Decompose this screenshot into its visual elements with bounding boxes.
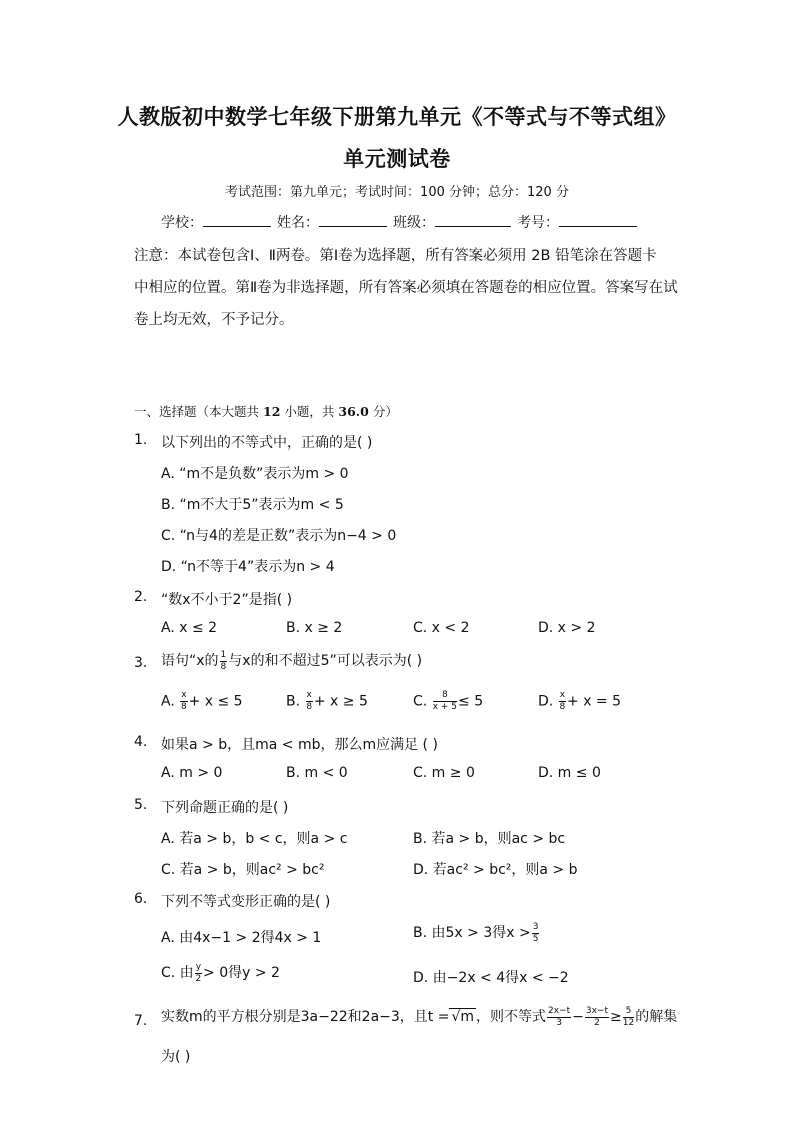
q3-text-a: 语句“x的 [161, 653, 219, 669]
question-5-text: 下列命题正确的是( ) [161, 800, 289, 816]
q2-option-b[interactable]: B. x ≥ 2 [286, 620, 343, 636]
option-rest: + x = 5 [567, 693, 622, 710]
q4-option-c[interactable]: C. m ≥ 0 [413, 765, 475, 781]
frac-num: y [195, 961, 202, 972]
name-label: 姓名： [277, 215, 319, 231]
section-heading [134, 402, 398, 420]
number-blank[interactable] [559, 212, 637, 227]
option-label: A. [161, 693, 175, 710]
section-count: 12 [263, 404, 281, 419]
frac-num: 8 [433, 691, 457, 702]
question-7-text [161, 1006, 677, 1028]
q3-text-b: 与x的和不超过5”可以表示为( ) [228, 653, 423, 669]
option-label: B. [286, 693, 301, 710]
q7-fraction-1 [547, 1007, 571, 1028]
q6-option-a[interactable]: A. 由4x−1 > 2得4x > 1 [161, 930, 322, 946]
question-7-number: 7. [134, 1013, 148, 1029]
frac-den: 8 [181, 702, 187, 712]
question-1-text: 以下列出的不等式中，正确的是( ) [161, 435, 373, 451]
q1-option-c[interactable]: C. “n与4的差是正数”表示为n−4 > 0 [161, 528, 397, 544]
name-blank[interactable] [319, 212, 387, 227]
q6-option-d[interactable]: D. 由−2x < 4得x < −2 [413, 970, 569, 986]
q6-option-c[interactable] [161, 962, 280, 984]
q1-option-b[interactable]: B. “m不大于5”表示为m < 5 [161, 497, 344, 513]
question-6-number: 6. [134, 891, 148, 907]
student-info-row [161, 212, 643, 232]
notice-line-3: 卷上均无效，不予记分。 [134, 312, 294, 328]
number-label: 考号： [517, 215, 559, 231]
section-mid: 小题，共 [284, 404, 335, 419]
option-fraction [180, 691, 187, 712]
q7-ge: ≥ [610, 1009, 622, 1025]
option-text: C. 由 [161, 965, 194, 981]
frac-den: 5 [532, 933, 539, 944]
q5-option-b[interactable]: B. 若a > b，则ac > bc [413, 831, 566, 847]
q4-option-a[interactable]: A. m > 0 [161, 765, 223, 781]
question-5-number: 5. [134, 797, 148, 813]
frac-num: 3 [532, 921, 539, 932]
frac-num: 2x−t [548, 1005, 571, 1016]
option-text-post: > 0得y > 2 [203, 965, 280, 981]
q5-option-a[interactable]: A. 若a > b，b < c，则a > c [161, 831, 348, 847]
frac-den: 12 [622, 1017, 635, 1028]
option-text: B. 由5x > 3得x > [413, 925, 531, 941]
question-1-number: 1. [134, 432, 148, 448]
q2-option-a[interactable]: A. x ≤ 2 [161, 620, 218, 636]
section-prefix: 一、选择题（本大题共 [134, 404, 260, 419]
section-score: 36.0 [338, 404, 369, 419]
q2-option-c[interactable]: C. x < 2 [413, 620, 470, 636]
q5-option-d[interactable]: D. 若ac² > bc²，则a > b [413, 862, 578, 878]
q3-option-c[interactable] [413, 691, 483, 712]
frac-den: 3 [556, 1017, 562, 1028]
q1-option-a[interactable]: A. “m不是负数”表示为m > 0 [161, 466, 349, 482]
q2-option-d[interactable]: D. x > 2 [538, 620, 596, 636]
option-fraction [195, 963, 202, 984]
school-blank[interactable] [203, 212, 271, 227]
class-label: 班级： [393, 215, 435, 231]
notice-line-1: 注意：本试卷包含Ⅰ、Ⅱ两卷。第Ⅰ卷为选择题，所有答案必须用 2B 铅笔涂在答题卡 [134, 248, 657, 264]
frac-num: x [559, 690, 566, 700]
q6-option-b[interactable] [413, 922, 540, 944]
frac-den: 8 [559, 702, 566, 712]
q4-option-d[interactable]: D. m ≤ 0 [538, 765, 601, 781]
option-fraction [433, 691, 457, 712]
exam-subtitle: 单元测试卷 [343, 146, 451, 171]
option-label: C. [413, 693, 428, 710]
frac-num: x [306, 690, 312, 700]
frac-den: 8 [306, 702, 313, 712]
frac-den: x + 5 [432, 702, 458, 712]
q7-fraction-2 [585, 1007, 609, 1028]
q3-option-b[interactable] [286, 691, 368, 712]
exam-info: 考试范围：第九单元；考试时间：100 分钟；总分：120 分 [225, 185, 569, 200]
q3-option-d[interactable] [538, 691, 621, 712]
exam-title: 人教版初中数学七年级下册第九单元《不等式与不等式组》 [117, 104, 677, 129]
q7-text-c: 的解集 [635, 1009, 678, 1025]
option-fraction [559, 691, 566, 712]
question-3-number: 3. [134, 655, 148, 671]
option-rest: + x ≤ 5 [188, 693, 243, 710]
q4-option-b[interactable]: B. m < 0 [286, 765, 348, 781]
question-6-text: 下列不等式变形正确的是( ) [161, 894, 331, 910]
q1-option-d[interactable]: D. “n不等于4”表示为n > 4 [161, 559, 335, 575]
frac-den: 2 [195, 973, 202, 984]
sqrt-content: m [460, 1009, 475, 1025]
notice-line-2: 中相应的位置。第Ⅱ卷为非选择题，所有答案必须填在答题卷的相应位置。答案写在试 [134, 280, 678, 296]
frac-num: 5 [623, 1007, 634, 1018]
question-2-text: “数x不小于2”是指( ) [161, 592, 293, 608]
class-blank[interactable] [435, 212, 511, 227]
q5-option-c[interactable]: C. 若a > b，则ac² > bc² [161, 862, 325, 878]
q7-text-a: 实数m的平方根分别是3a−22和2a−3，且t = [161, 1009, 450, 1025]
option-rest: ≤ 5 [458, 693, 484, 710]
question-7-line-2: 为( ) [161, 1049, 191, 1065]
q3-frac-num: 1 [220, 649, 227, 660]
q3-fraction [220, 651, 228, 672]
option-label: D. [538, 693, 554, 710]
frac-num: 3x−t [585, 1005, 609, 1016]
q3-option-a[interactable] [161, 691, 243, 712]
question-3-text [161, 650, 422, 672]
q7-fraction-3 [623, 1007, 634, 1028]
option-fraction [532, 923, 540, 944]
question-4-number: 4. [134, 734, 148, 750]
frac-num: x [181, 690, 187, 700]
school-label: 学校： [161, 215, 203, 231]
frac-den: 2 [594, 1017, 600, 1028]
option-fraction [306, 691, 313, 712]
sqrt-symbol: √m [451, 1009, 475, 1025]
section-suffix: 分） [372, 404, 398, 419]
q7-text-b: ，则不等式 [476, 1009, 547, 1025]
question-2-number: 2. [134, 589, 148, 605]
q3-frac-den: 8 [220, 661, 227, 672]
question-4-text: 如果a > b，且ma < mb，那么m应满足 ( ) [161, 737, 438, 753]
q7-minus: − [572, 1009, 584, 1025]
option-rest: + x ≥ 5 [313, 693, 368, 710]
